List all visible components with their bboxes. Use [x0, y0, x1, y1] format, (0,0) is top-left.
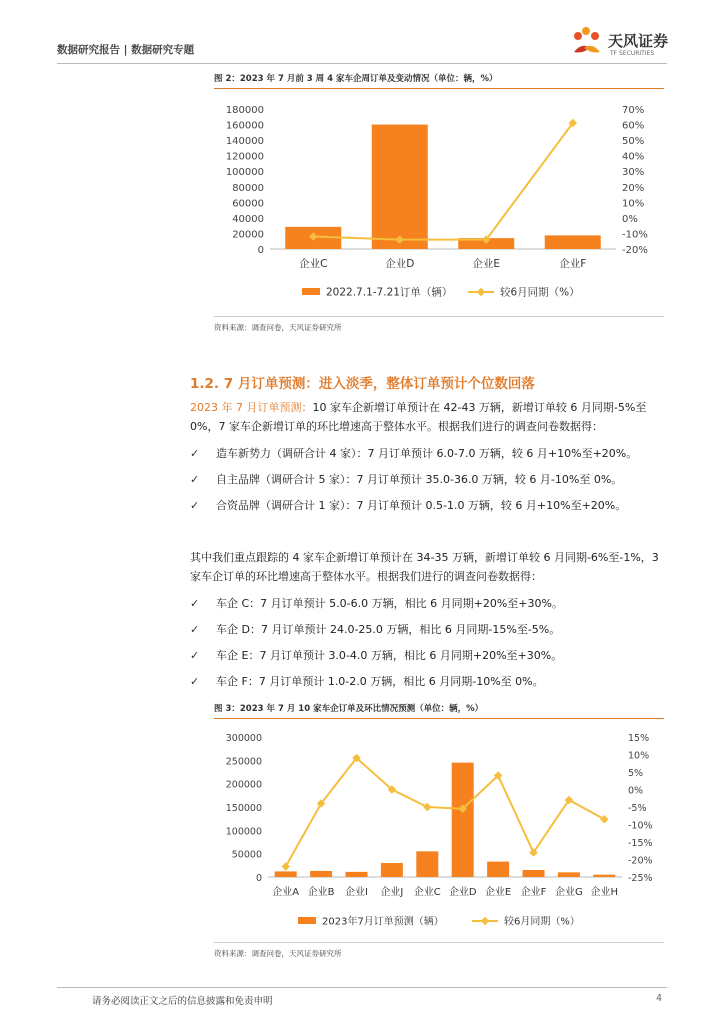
bullet-2-2: ✓ 车企 D：7 月订单预计 24.0-25.0 万辆，相比 6 月同期-15%至-5%。 [190, 623, 561, 636]
report-header: 数据研究报告 | 数据研究专题 [57, 44, 195, 56]
bar-企业B [310, 871, 332, 877]
legend-bar-label: 2023年7月订单预测（辆） [322, 916, 444, 928]
footer-divider [57, 987, 667, 988]
right-axis-tick: -10% [628, 820, 653, 832]
left-axis-tick: 20000 [232, 229, 264, 241]
bar-企业I [346, 872, 368, 877]
left-axis-tick: 100000 [225, 826, 262, 838]
right-axis-tick: 20% [622, 182, 645, 194]
right-axis-tick: -20% [622, 245, 648, 256]
left-axis-tick: 100000 [225, 167, 264, 179]
line-point-企业A [281, 862, 289, 870]
left-axis-tick: 120000 [225, 151, 264, 163]
category-label: 企业I [345, 887, 368, 898]
figure-3-chart [214, 722, 664, 940]
right-axis-tick: -5% [628, 803, 647, 814]
bar-企业D [452, 763, 474, 877]
section-title: 1.2. 7 月订单预测：进入淡季，整体订单预计个位数回落 [190, 376, 535, 392]
right-axis-tick: 0% [622, 213, 638, 225]
right-axis-tick: 30% [622, 167, 645, 179]
bar-企业C [416, 851, 438, 877]
bullet-2-4: ✓ 车企 F：7 月订单预计 1.0-2.0 万辆，相比 6 月同期-10%至 0%。 [190, 675, 544, 688]
category-label: 企业C [299, 258, 328, 270]
figure-2-source: 资料来源：调查问卷，天风证券研究所 [214, 323, 342, 332]
bar-企业H [593, 875, 615, 877]
left-axis-tick: 0 [257, 245, 264, 256]
legend-bar-swatch [302, 288, 320, 295]
figure-2-rule [214, 88, 664, 89]
figure-2-title: 图 2：2023 年 7 月前 3 周 4 家车企周订单及变动情况（单位：辆，%） [214, 74, 498, 84]
bar-企业F [523, 870, 545, 877]
figure-2-chart [214, 92, 664, 314]
figure-3-source: 资料来源：调查问卷，天风证券研究所 [214, 949, 342, 958]
category-label: 企业B [307, 887, 335, 898]
left-axis-tick: 50000 [231, 849, 262, 861]
check-icon: ✓ [190, 597, 200, 610]
left-axis-tick: 80000 [232, 182, 264, 194]
right-axis-tick: 5% [628, 768, 644, 779]
legend-bar-label: 2022.7.1-7.21订单（辆） [326, 286, 453, 299]
right-axis-tick: -20% [628, 855, 653, 867]
category-label: 企业E [472, 258, 501, 270]
left-axis-tick: 180000 [225, 105, 264, 116]
line-point-企业C [423, 803, 431, 811]
left-axis-tick: 300000 [225, 733, 262, 744]
bullet-1-1: ✓ 造车新势力（调研合计 4 家）：7 月订单预计 6.0-7.0 万辆，较 6 月+10%至+20%。 [190, 447, 638, 460]
right-axis-tick: 15% [628, 733, 650, 744]
check-icon: ✓ [190, 675, 200, 688]
figure-3-rule [214, 718, 664, 719]
legend-line-marker [481, 917, 489, 925]
right-axis-tick: 10% [628, 750, 650, 762]
category-label: 企业F [559, 258, 587, 270]
legend-bar-swatch [298, 917, 316, 924]
figure-3-bottom-rule [214, 942, 664, 943]
bullet-2-1: ✓ 车企 C：7 月订单预计 5.0-6.0 万辆，相比 6 月同期+20%至+30%。 [190, 597, 563, 610]
figure-3-title: 图 3：2023 年 7 月 10 家车企订单及环比情况预测（单位：辆，%） [214, 704, 484, 714]
legend-line-label: 较6月同期（%） [504, 916, 580, 928]
right-axis-tick: 40% [622, 151, 645, 163]
line-series [286, 758, 605, 867]
check-icon: ✓ [190, 499, 200, 512]
category-label: 企业A [272, 887, 300, 898]
right-axis-tick: 10% [622, 198, 645, 210]
left-axis-tick: 200000 [225, 779, 262, 791]
right-axis-tick: -15% [628, 838, 653, 849]
left-axis-tick: 150000 [225, 803, 262, 814]
right-axis-tick: 70% [622, 105, 645, 116]
check-icon: ✓ [190, 473, 200, 486]
category-label: 企业F [520, 887, 547, 898]
paragraph-1 [190, 398, 668, 436]
bar-企业J [381, 863, 403, 877]
category-label: 企业D [448, 887, 477, 898]
paragraph-2: 其中我们重点跟踪的 4 家车企新增订单预计在 34-35 万辆，新增订单较 6 月同期-6%至-1%，3 家车企订单的环比增速高于整体水平。根据我们进行的调查问卷数据得： [190, 551, 659, 583]
line-series [313, 123, 573, 240]
page-number: 4 [656, 993, 663, 1004]
category-label: 企业D [385, 258, 415, 270]
left-axis-tick: 160000 [225, 120, 264, 132]
category-label: 企业J [380, 887, 404, 898]
category-label: 企业H [590, 887, 619, 898]
category-label: 企业C [413, 887, 441, 898]
bullet-1-2: ✓ 自主品牌（调研合计 5 家）：7 月订单预计 35.0-36.0 万辆，较 6 月-10%至 0%。 [190, 473, 623, 486]
right-axis-tick: 0% [628, 785, 644, 797]
right-axis-tick: -10% [622, 229, 648, 241]
line-point-企业H [600, 815, 608, 823]
bullet-1-3: ✓ 合资品牌（调研合计 1 家）：7 月订单预计 0.5-1.0 万辆，较 6 月+10%至+20%。 [190, 499, 627, 512]
check-icon: ✓ [190, 447, 200, 460]
footer-disclaimer: 请务必阅读正文之后的信息披露和免责申明 [92, 996, 273, 1007]
legend-line-label: 较6月同期（%） [500, 286, 580, 299]
legend-line-marker [477, 288, 485, 296]
right-axis-tick: 60% [622, 120, 645, 132]
paragraph-1-lead: 2023 年 7 月订单预测： [190, 401, 313, 414]
paragraph-1-text: 10 家车企新增订单预计在 42-43 万辆，新增订单较 6 月同期-5%至 0%，7 家车企新增订单的环比增速高于整体水平。根据我们进行的调查问卷数据得： [190, 401, 647, 433]
bar-企业G [558, 872, 580, 877]
bar-企业E [487, 862, 509, 877]
category-label: 企业G [555, 887, 583, 898]
bar-企业A [275, 871, 297, 877]
logo-subtext: TF SECURITIES [610, 50, 655, 57]
header-divider [57, 63, 667, 64]
bar-企业F [545, 235, 601, 249]
left-axis-tick: 0 [255, 873, 262, 884]
left-axis-tick: 250000 [225, 756, 262, 768]
right-axis-tick: -25% [628, 873, 653, 884]
left-axis-tick: 140000 [225, 136, 264, 148]
right-axis-tick: 50% [622, 136, 645, 148]
bar-企业D [372, 125, 428, 249]
bullet-2-3: ✓ 车企 E：7 月订单预计 3.0-4.0 万辆，相比 6 月同期+20%至+30%。 [190, 649, 563, 662]
check-icon: ✓ [190, 623, 200, 636]
left-axis-tick: 40000 [232, 213, 264, 225]
check-icon: ✓ [190, 649, 200, 662]
logo-text: 天风证券 [608, 32, 669, 50]
figure-2-bottom-rule [214, 316, 664, 317]
category-label: 企业E [484, 887, 512, 898]
left-axis-tick: 60000 [232, 198, 264, 210]
